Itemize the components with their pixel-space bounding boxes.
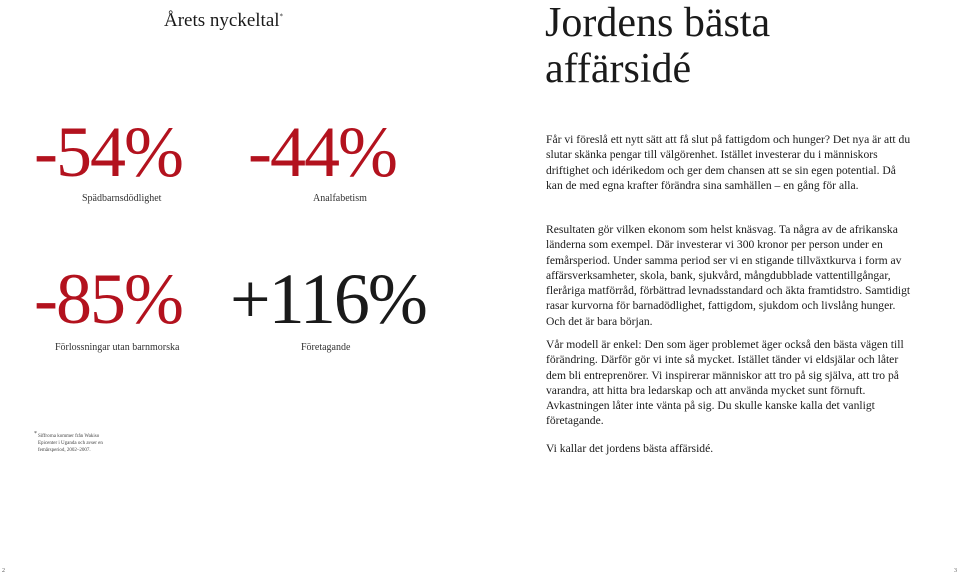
section-title-text: Årets nyckeltal bbox=[164, 10, 280, 31]
headline bbox=[545, 0, 770, 92]
stat-value-illiteracy: -44% bbox=[248, 112, 396, 192]
section-title-mark: * bbox=[279, 12, 284, 21]
body-paragraph-4: Vi kallar det jordens bästa affärsidé. bbox=[546, 442, 714, 455]
footnote-text: Siffrorna kommer från Wakiso Epicenter i Uganda och avser en femårsperiod, 2002–2007. bbox=[38, 434, 103, 453]
section-title bbox=[164, 10, 283, 32]
stat-label-infant-mortality: Spädbarnsdödlighet bbox=[82, 193, 162, 204]
headline-line-1: Jordens bästa bbox=[545, 0, 771, 46]
footnote-mark: * bbox=[34, 431, 37, 437]
stat-label-entrepreneurship: Företagande bbox=[301, 342, 351, 353]
body-paragraph-2-wrap bbox=[546, 222, 911, 339]
stat-value-entrepreneurship: +116% bbox=[230, 259, 426, 339]
page-number-left: 2 bbox=[2, 568, 5, 574]
body-paragraph-2: Resultaten gör vilken ekonom som helst knäsvag. Ta några av de afrikanska länderna som exempel. Där investerar vi 300 kronor per person under en femårsperiod. Under samma period ser vi en stigande tillväxtkurva i form av affärsverksamheter, skola, bank, sjukvård, mångdubblade vattentillgångar, fleråriga matförråd, förbättrad levnadsstandard och äkta framtidstro. Samtidigt rasar kurvorna för barnadödlighet, fattigdom, sjukdom och livslång hunger. Och det är bara början. bbox=[546, 223, 911, 328]
right-page bbox=[480, 0, 960, 578]
page-number-right: 3 bbox=[954, 568, 957, 574]
body-paragraph-3: Vår modell är enkel: Den som äger problemet äger också den bästa vägen till förändring. Därför gör vi inte så mycket. Istället tänder vi eldsjälar och låter dem bli entreprenörer. Vi inspirerar människor att tro på sig själva, att tro på varandra, att hitta bra ledarskap och att använda mycket sunt förnuft. Avkastningen låter inte vänta på sig. Du skulle kanske kalla det vanligt företagande. bbox=[546, 338, 904, 428]
stat-value-births-without-midwife: -85% bbox=[34, 259, 182, 339]
body-paragraph-1-wrap bbox=[546, 132, 911, 203]
body-paragraph-1: Får vi föreslå ett nytt sätt att få slut på fattigdom och hunger? Det nya är att du slutar skänka pengar till välgörenhet. Istället investerar du i människors driftighet och idérikedom och ger dem chansen att se sin egen potential. Då kan de med egna krafter förändra sina samhällen – en gång för alla. bbox=[546, 133, 911, 192]
body-paragraph-3-wrap bbox=[546, 337, 911, 439]
stat-label-illiteracy: Analfabetism bbox=[313, 193, 367, 204]
stat-label-births-without-midwife: Förlossningar utan barnmorska bbox=[55, 342, 180, 353]
stat-value-infant-mortality: -54% bbox=[34, 112, 182, 192]
body-paragraph-4-wrap bbox=[546, 441, 911, 466]
headline-line-2: affärsidé bbox=[545, 46, 692, 92]
